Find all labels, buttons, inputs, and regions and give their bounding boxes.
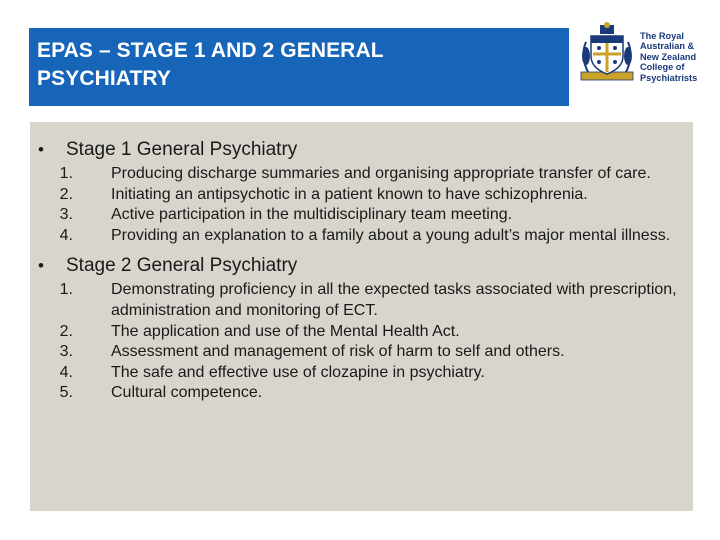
list-item-number: 3. <box>59 206 73 224</box>
list-item <box>30 383 681 404</box>
content-panel <box>30 122 693 511</box>
list-item-text: Demonstrating proficiency in all the expected tasks associated with prescription, administration and monitoring of ECT. <box>111 281 677 319</box>
slide-title-line-1: EPAS – STAGE 1 AND 2 GENERAL <box>37 39 384 62</box>
list-item <box>30 226 681 247</box>
list-item <box>30 205 681 226</box>
slide-title <box>37 37 561 93</box>
stage-2-section <box>30 254 681 404</box>
stage-1-section <box>30 138 681 246</box>
list-item-number: 2. <box>59 322 73 340</box>
college-logo <box>578 22 713 94</box>
list-item-text: Initiating an antipsychotic in a patient known to have schizophrenia. <box>111 185 588 203</box>
list-item-text: Producing discharge summaries and organising appropriate transfer of care. <box>111 165 651 182</box>
list-item-number: 5. <box>59 384 73 402</box>
bullet: • <box>38 140 44 159</box>
title-bar <box>29 28 569 106</box>
list-item <box>30 322 681 343</box>
list-item-number: 4. <box>59 363 73 381</box>
list-item-number: 4. <box>59 226 73 244</box>
list-item-number: 1. <box>59 165 73 182</box>
section-heading <box>38 138 681 162</box>
list-item-text: Assessment and management of risk of harm to self and others. <box>111 343 565 361</box>
list-item <box>30 363 681 384</box>
college-name-line: College of <box>640 62 685 73</box>
college-name <box>640 31 712 83</box>
list-item-text: Active participation in the multidisciplinary team meeting. <box>111 206 513 224</box>
list-item <box>30 342 681 363</box>
college-name-line: Australian & <box>640 41 695 52</box>
list-item-number: 2. <box>59 185 73 203</box>
list-item-text: Cultural competence. <box>111 384 263 402</box>
list-item-number: 1. <box>59 281 73 299</box>
section-heading <box>38 254 681 278</box>
slide-title-line-2: PSYCHIATRY <box>37 67 172 90</box>
list-item-text: The safe and effective use of clozapine in psychiatry. <box>111 363 485 381</box>
list-item-text: The application and use of the Mental Health Act. <box>111 322 460 340</box>
college-name-line: New Zealand <box>640 51 697 62</box>
college-name-line: Psychiatrists <box>640 72 698 83</box>
college-name-line: The Royal <box>640 31 684 41</box>
list-item-number: 3. <box>59 343 73 361</box>
list-item <box>30 164 681 185</box>
stage-1-list <box>30 164 681 246</box>
list-item <box>30 280 681 321</box>
bullet: • <box>38 256 44 276</box>
list-item-text: Providing an explanation to a family about a young adult’s major mental illness. <box>111 226 671 244</box>
college-crest-icon <box>578 22 636 92</box>
section-heading-text: Stage 2 General Psychiatry <box>66 255 298 277</box>
stage-2-list <box>30 280 681 404</box>
section-heading-text: Stage 1 General Psychiatry <box>66 139 298 160</box>
list-item <box>30 185 681 206</box>
